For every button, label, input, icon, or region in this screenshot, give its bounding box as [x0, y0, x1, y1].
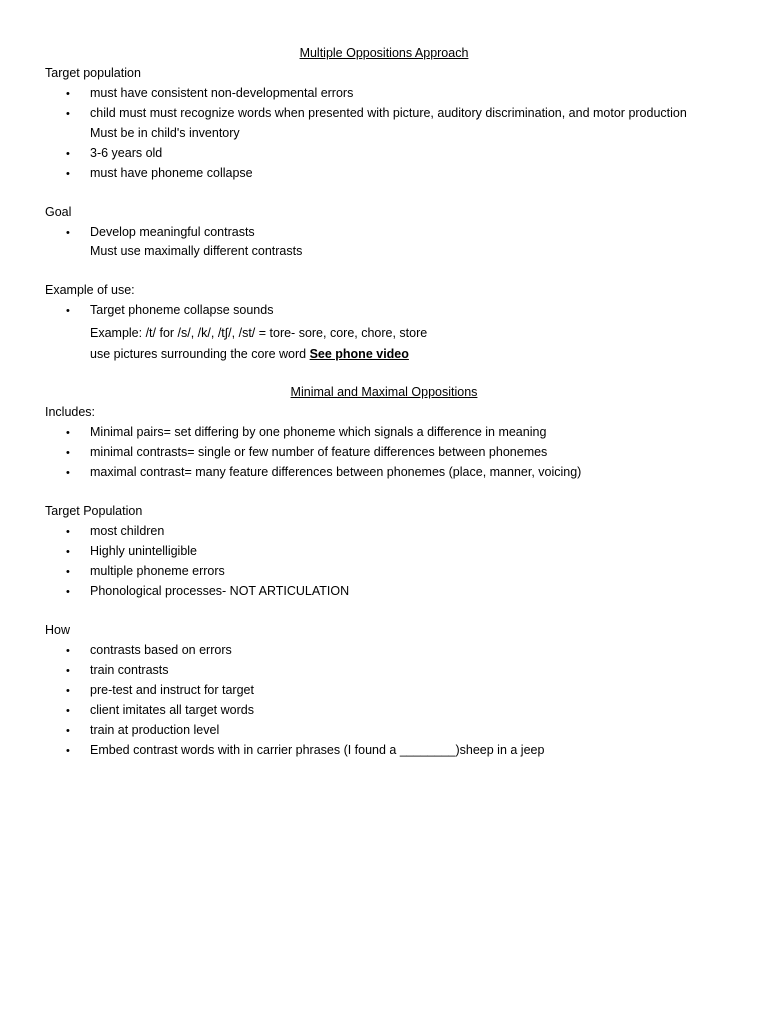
example-text: Example: /t/ for /s/, /k/, /t∫/, /st/ = tore- sore, core, chore, store: [90, 326, 428, 340]
list-item: • Embed contrast words with in carrier phrases (I found a ________)sheep in a jeep: [66, 740, 544, 761]
bullet-icon: •: [66, 586, 70, 598]
bullet-icon: •: [66, 467, 70, 479]
heading-includes: Includes:: [45, 405, 96, 419]
bullet-icon: •: [66, 447, 70, 459]
list-item: • pre-test and instruct for target: [66, 680, 254, 701]
list-item: • Target phoneme collapse sounds: [66, 300, 273, 321]
list-item-continuation: Must use maximally different contrasts: [90, 244, 303, 258]
bullet-icon: •: [66, 645, 70, 657]
heading-how: How: [45, 623, 71, 637]
bullet-icon: •: [66, 685, 70, 697]
list-item: • child must must recognize words when presented with picture, auditory discrimination, and motor production: [66, 103, 687, 124]
list-item: • maximal contrast= many feature differences between phonemes (place, manner, voicing): [66, 462, 581, 483]
list-item: • train at production level: [66, 720, 219, 741]
heading-goal: Goal: [45, 205, 72, 219]
list-item: • Highly unintelligible: [66, 541, 197, 562]
list-item: • contrasts based on errors: [66, 640, 232, 661]
list-item: • minimal contrasts= single or few number of feature differences between phonemes: [66, 442, 547, 463]
bullet-icon: •: [66, 227, 70, 239]
example-text: use pictures surrounding the core word See phone video: [90, 347, 409, 361]
see-phone-video-link: See phone video: [309, 347, 409, 361]
list-item: • Phonological processes- NOT ARTICULATION: [66, 581, 349, 602]
bullet-icon: •: [66, 705, 70, 717]
bullet-icon: •: [66, 305, 70, 317]
list-item: • Minimal pairs= set differing by one phoneme which signals a difference in meaning: [66, 422, 546, 443]
section-title-multiple-oppositions: Multiple Oppositions Approach: [299, 46, 469, 60]
bullet-icon: •: [66, 168, 70, 180]
list-item: • must have phoneme collapse: [66, 163, 253, 184]
bullet-icon: •: [66, 108, 70, 120]
list-item: • 3-6 years old: [66, 143, 162, 164]
list-item: • train contrasts: [66, 660, 169, 681]
heading-target-population-2: Target Population: [45, 504, 143, 518]
list-item: • client imitates all target words: [66, 700, 254, 721]
bullet-icon: •: [66, 566, 70, 578]
list-item-continuation: Must be in child's inventory: [90, 126, 240, 140]
bullet-icon: •: [66, 725, 70, 737]
bullet-icon: •: [66, 148, 70, 160]
list-item: • Develop meaningful contrasts: [66, 222, 255, 243]
bullet-icon: •: [66, 665, 70, 677]
bullet-icon: •: [66, 427, 70, 439]
heading-target-population: Target population: [45, 66, 141, 80]
list-item: • must have consistent non-developmental errors: [66, 83, 353, 104]
section-title-minimal-maximal: Minimal and Maximal Oppositions: [290, 385, 478, 399]
bullet-icon: •: [66, 745, 70, 757]
bullet-icon: •: [66, 546, 70, 558]
bullet-icon: •: [66, 526, 70, 538]
bullet-icon: •: [66, 88, 70, 100]
list-item: • multiple phoneme errors: [66, 561, 225, 582]
heading-example-of-use: Example of use:: [45, 283, 135, 297]
list-item: • most children: [66, 521, 164, 542]
